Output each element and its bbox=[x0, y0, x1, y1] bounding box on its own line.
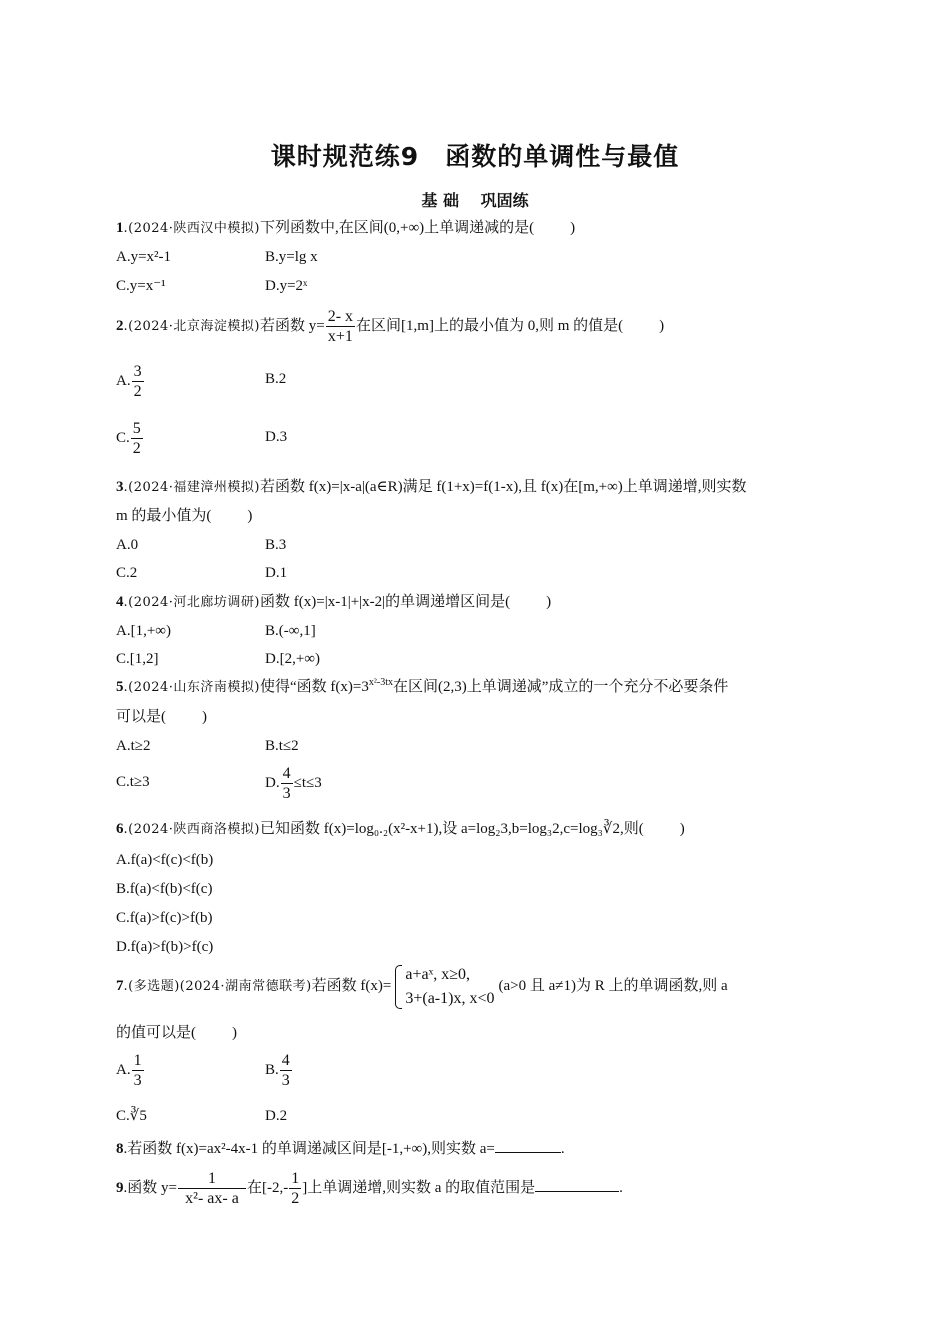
q2-option-d: D.3 bbox=[265, 429, 288, 445]
question-9-stem: 9.函数 y= $\frac{1}{\text{x²- ax- a}}$ 在[-2,- $\frac{1}{2}$ ]上单调递增,则实数 a 的取值范围是 . bbox=[116, 1170, 623, 1208]
q5-option-b: B.t≤2 bbox=[265, 738, 299, 754]
question-3-stem: 3.(2024·福建漳州模拟)若函数 f(x)=|x-a|(a∈R)满足 f(1+x)=f(1-x),且 f(x)在[m,+∞)上单调递增,则实数 bbox=[116, 479, 747, 495]
question-2-stem: 2.(2024·北京海淀模拟)若函数 y= $\frac{2- x}{x+1}$ 在区间[1,m]上的最小值为 0,则 m 的值是( ) bbox=[116, 308, 665, 346]
q2-option-b: B.2 bbox=[265, 371, 287, 387]
q6-option-d: D.f(a)>f(b)>f(c) bbox=[116, 939, 214, 955]
q1-option-c: C.y=x⁻¹ bbox=[116, 278, 166, 294]
question-6-stem: 6.(2024·陕西商洛模拟)已知函数 f(x)=log₀.₂(x²-x+1),设 a=log₂3,b=log₃2,c=log₃∛2,则( ) bbox=[116, 821, 685, 837]
q6-option-a: A.f(a)<f(c)<f(b) bbox=[116, 852, 214, 868]
q4-option-c: C.[1,2] bbox=[116, 651, 159, 667]
q7-option-d: D.2 bbox=[265, 1108, 288, 1124]
question-8-stem: 8.若函数 f(x)=ax²-4x-1 的单调递减区间是[-1,+∞),则实数 a= . bbox=[116, 1138, 565, 1159]
q9-function-fraction: $\frac{1}{\text{x²- ax- a}}$ bbox=[178, 1169, 246, 1208]
q3-option-a: A.0 bbox=[116, 537, 139, 553]
q2-function-fraction: $\frac{2- x}{x+1}$ bbox=[327, 308, 354, 346]
q4-option-d: D.[2,+∞) bbox=[265, 651, 320, 667]
q3-option-d: D.1 bbox=[265, 565, 288, 581]
page-title: 课时规范练9 函数的单调性与最值 bbox=[270, 142, 680, 171]
q7-option-c: C.∛5 bbox=[116, 1108, 147, 1124]
question-1-stem: 1.(2024·陕西汉中模拟)下列函数中,在区间(0,+∞)上单调递减的是( ) bbox=[116, 220, 576, 236]
question-5-stem: 5.(2024·山东济南模拟)使得“函数 $f(x)=3^{x^2-3tx}$在区间(2,3)上单调递减”成立的一个充分不必要条件 bbox=[116, 677, 729, 695]
q2-option-a: A. $\frac{3}{2}$ bbox=[116, 363, 142, 401]
question-4-stem: 4.(2024·河北廊坊调研)函数 f(x)=|x-1|+|x-2|的单调递增区间是( ) bbox=[116, 594, 552, 610]
q2-option-c: C. $\frac{5}{2}$ bbox=[116, 420, 141, 458]
q7-option-b: B. $\frac{4}{3}$ bbox=[265, 1052, 290, 1090]
question-7-stem: 7.(多选题)(2024·湖南常德联考)若函数 f(x)= a+aˣ, x≥0, 3+(a-1)x, x<0 (a>0 且 a≠1)为 R 上的单调函数,则 a bbox=[116, 960, 728, 1013]
q3-option-c: C.2 bbox=[116, 565, 138, 581]
q5-option-c: C.t≥3 bbox=[116, 774, 150, 790]
q6-option-b: B.f(a)<f(b)<f(c) bbox=[116, 881, 213, 897]
question-5-stem-cont: 可以是( ) bbox=[116, 709, 207, 725]
q5-option-d: D. $\frac{4}{3}$ ≤t≤3 bbox=[265, 765, 322, 803]
q6-option-c: C.f(a)>f(c)>f(b) bbox=[116, 910, 213, 926]
q4-option-b: B.(-∞,1] bbox=[265, 623, 316, 639]
q1-option-a: A.y=x²-1 bbox=[116, 249, 172, 265]
q7-piecewise-function: a+aˣ, x≥0, 3+(a-1)x, x<0 bbox=[395, 963, 494, 1011]
q9-answer-blank[interactable] bbox=[535, 1177, 619, 1192]
question-7-stem-cont: 的值可以是( ) bbox=[116, 1025, 237, 1041]
q4-option-a: A.[1,+∞) bbox=[116, 623, 171, 639]
section-subtitle: 基 础 巩固练 bbox=[421, 191, 529, 210]
question-3-stem-cont: m 的最小值为( ) bbox=[116, 508, 253, 524]
q5-option-a: A.t≥2 bbox=[116, 738, 151, 754]
q7-option-a: A. $\frac{1}{3}$ bbox=[116, 1052, 142, 1090]
q1-option-b: B.y=lg x bbox=[265, 249, 318, 265]
q3-option-b: B.3 bbox=[265, 537, 287, 553]
q1-option-d: D.y=2ˣ bbox=[265, 278, 308, 294]
q8-answer-blank[interactable] bbox=[495, 1138, 561, 1153]
